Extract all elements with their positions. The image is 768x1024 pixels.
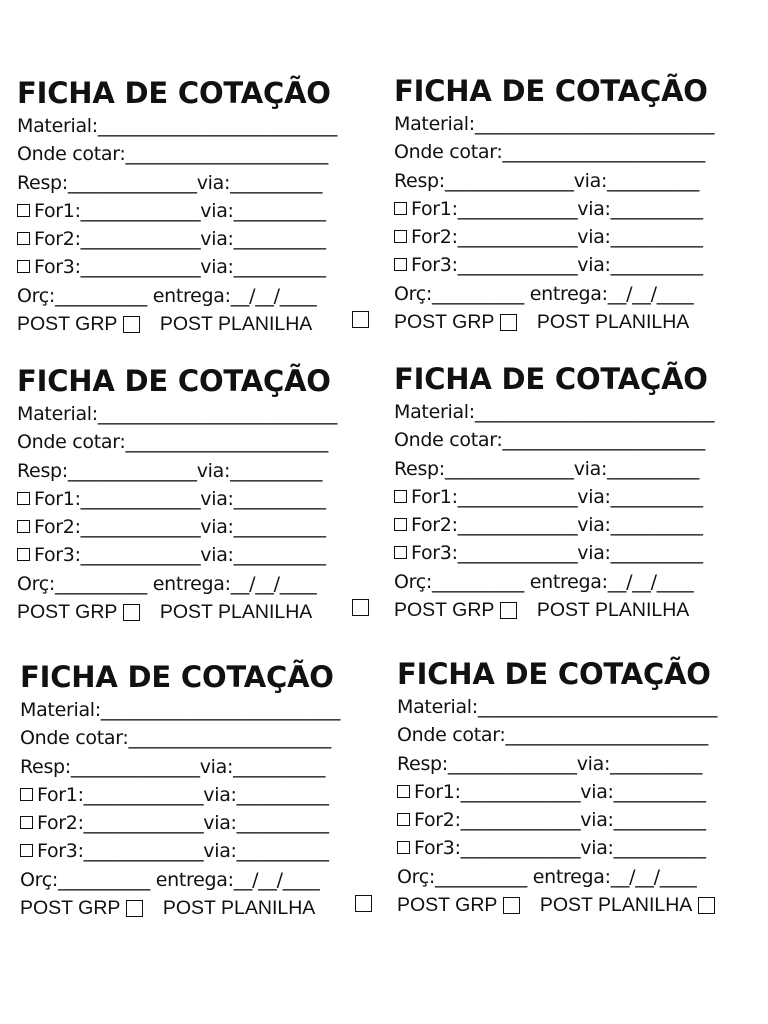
for1-field: For1:_____________via:__________	[34, 487, 326, 510]
for3-checkbox[interactable]	[397, 841, 410, 854]
for2-field: For2:_____________via:__________	[411, 226, 703, 249]
for3-field: For3:_____________via:__________	[411, 254, 703, 277]
orc-field: Orç:__________ entrega:__/__/____	[17, 284, 317, 307]
quote-form-card	[17, 364, 369, 626]
for1-field: For1:_____________via:__________	[37, 783, 329, 806]
post-planilha-label: POST PLANILHA	[159, 313, 313, 336]
for2-checkbox[interactable]	[17, 520, 30, 533]
quote-form-card	[397, 657, 749, 919]
for3-field: For3:_____________via:__________	[34, 256, 326, 279]
onde-cotar-field: Onde cotar:______________________	[394, 141, 705, 164]
material-field: Material:__________________________	[394, 401, 715, 423]
for2-row	[394, 511, 746, 539]
orc-field: Orç:__________ entrega:__/__/____	[397, 865, 697, 888]
for1-row	[17, 197, 369, 225]
for1-checkbox[interactable]	[394, 490, 407, 503]
for2-field: For2:_____________via:__________	[414, 809, 706, 832]
post-grp-label: POST GRP	[20, 897, 121, 920]
post-planilha-checkbox[interactable]	[352, 599, 369, 616]
for1-checkbox[interactable]	[17, 204, 30, 217]
post-planilha-label: POST PLANILHA	[539, 894, 693, 917]
resp-field: Resp:______________via:__________	[394, 169, 700, 192]
for1-row	[397, 778, 749, 806]
for2-field: For2:_____________via:__________	[411, 514, 703, 537]
onde-cotar-field: Onde cotar:______________________	[397, 724, 708, 747]
material-field: Material:__________________________	[17, 403, 338, 425]
for3-checkbox[interactable]	[394, 258, 407, 271]
for2-field: For2:_____________via:__________	[34, 228, 326, 251]
for3-row	[17, 253, 369, 281]
post-planilha-checkbox[interactable]	[355, 895, 372, 912]
form-title: FICHA DE COTAÇÃO	[394, 362, 708, 396]
for3-row	[394, 539, 746, 567]
for1-checkbox[interactable]	[397, 785, 410, 798]
post-row	[20, 894, 372, 922]
form-title: FICHA DE COTAÇÃO	[397, 657, 711, 691]
for1-row	[20, 781, 372, 809]
for2-row	[397, 806, 749, 834]
quote-form-card	[394, 362, 746, 624]
for1-row	[394, 483, 746, 511]
for2-row	[394, 223, 746, 251]
for1-field: For1:_____________via:__________	[411, 197, 703, 220]
post-grp-label: POST GRP	[394, 311, 495, 334]
resp-field: Resp:______________via:__________	[20, 755, 326, 778]
for2-field: For2:_____________via:__________	[37, 812, 329, 835]
post-row	[17, 598, 369, 626]
post-planilha-label: POST PLANILHA	[536, 311, 690, 334]
for2-checkbox[interactable]	[17, 232, 30, 245]
post-row	[17, 310, 369, 338]
for1-field: For1:_____________via:__________	[34, 199, 326, 222]
onde-cotar-field: Onde cotar:______________________	[394, 429, 705, 452]
post-grp-checkbox[interactable]	[126, 900, 143, 917]
post-planilha-checkbox[interactable]	[352, 311, 369, 328]
post-planilha-checkbox[interactable]	[698, 897, 715, 914]
post-planilha-label: POST PLANILHA	[536, 599, 690, 622]
for2-checkbox[interactable]	[394, 230, 407, 243]
material-field: Material:__________________________	[394, 113, 715, 135]
material-field: Material:__________________________	[397, 696, 718, 718]
post-grp-label: POST GRP	[17, 313, 118, 336]
for2-row	[20, 809, 372, 837]
for3-checkbox[interactable]	[20, 844, 33, 857]
post-row	[397, 891, 749, 919]
for1-checkbox[interactable]	[394, 202, 407, 215]
post-planilha-label: POST PLANILHA	[162, 897, 316, 920]
for3-checkbox[interactable]	[17, 548, 30, 561]
for1-checkbox[interactable]	[20, 788, 33, 801]
resp-field: Resp:______________via:__________	[397, 752, 703, 775]
onde-cotar-field: Onde cotar:______________________	[20, 727, 331, 750]
resp-field: Resp:______________via:__________	[17, 459, 323, 482]
material-field: Material:__________________________	[20, 699, 341, 721]
for3-checkbox[interactable]	[17, 260, 30, 273]
quote-form-card	[20, 660, 372, 922]
for2-row	[17, 513, 369, 541]
for3-field: For3:_____________via:__________	[37, 840, 329, 863]
orc-field: Orç:__________ entrega:__/__/____	[394, 282, 694, 305]
onde-cotar-field: Onde cotar:______________________	[17, 143, 328, 166]
post-grp-checkbox[interactable]	[123, 604, 140, 621]
for2-field: For2:_____________via:__________	[34, 516, 326, 539]
for3-field: For3:_____________via:__________	[414, 837, 706, 860]
orc-field: Orç:__________ entrega:__/__/____	[394, 570, 694, 593]
form-title: FICHA DE COTAÇÃO	[17, 364, 331, 398]
post-grp-checkbox[interactable]	[500, 602, 517, 619]
post-row	[394, 596, 746, 624]
resp-field: Resp:______________via:__________	[17, 171, 323, 194]
for3-field: For3:_____________via:__________	[411, 542, 703, 565]
resp-field: Resp:______________via:__________	[394, 457, 700, 480]
quote-form-card	[17, 76, 369, 338]
form-title: FICHA DE COTAÇÃO	[17, 76, 331, 110]
orc-field: Orç:__________ entrega:__/__/____	[17, 572, 317, 595]
for1-row	[17, 485, 369, 513]
for3-row	[394, 251, 746, 279]
for3-row	[397, 834, 749, 862]
post-grp-checkbox[interactable]	[503, 897, 520, 914]
post-grp-label: POST GRP	[17, 601, 118, 624]
post-grp-label: POST GRP	[397, 894, 498, 917]
form-title: FICHA DE COTAÇÃO	[394, 74, 708, 108]
quote-form-card	[394, 74, 746, 336]
for2-checkbox[interactable]	[394, 518, 407, 531]
post-grp-label: POST GRP	[394, 599, 495, 622]
post-grp-checkbox[interactable]	[123, 316, 140, 333]
for2-checkbox[interactable]	[397, 813, 410, 826]
for2-checkbox[interactable]	[20, 816, 33, 829]
post-grp-checkbox[interactable]	[500, 314, 517, 331]
for3-row	[17, 541, 369, 569]
for3-checkbox[interactable]	[394, 546, 407, 559]
orc-field: Orç:__________ entrega:__/__/____	[20, 868, 320, 891]
for1-field: For1:_____________via:__________	[411, 485, 703, 508]
for3-row	[20, 837, 372, 865]
for1-row	[394, 195, 746, 223]
form-title: FICHA DE COTAÇÃO	[20, 660, 334, 694]
for1-field: For1:_____________via:__________	[414, 780, 706, 803]
post-row	[394, 308, 746, 336]
material-field: Material:__________________________	[17, 115, 338, 137]
for1-checkbox[interactable]	[17, 492, 30, 505]
onde-cotar-field: Onde cotar:______________________	[17, 431, 328, 454]
for3-field: For3:_____________via:__________	[34, 544, 326, 567]
for2-row	[17, 225, 369, 253]
post-planilha-label: POST PLANILHA	[159, 601, 313, 624]
